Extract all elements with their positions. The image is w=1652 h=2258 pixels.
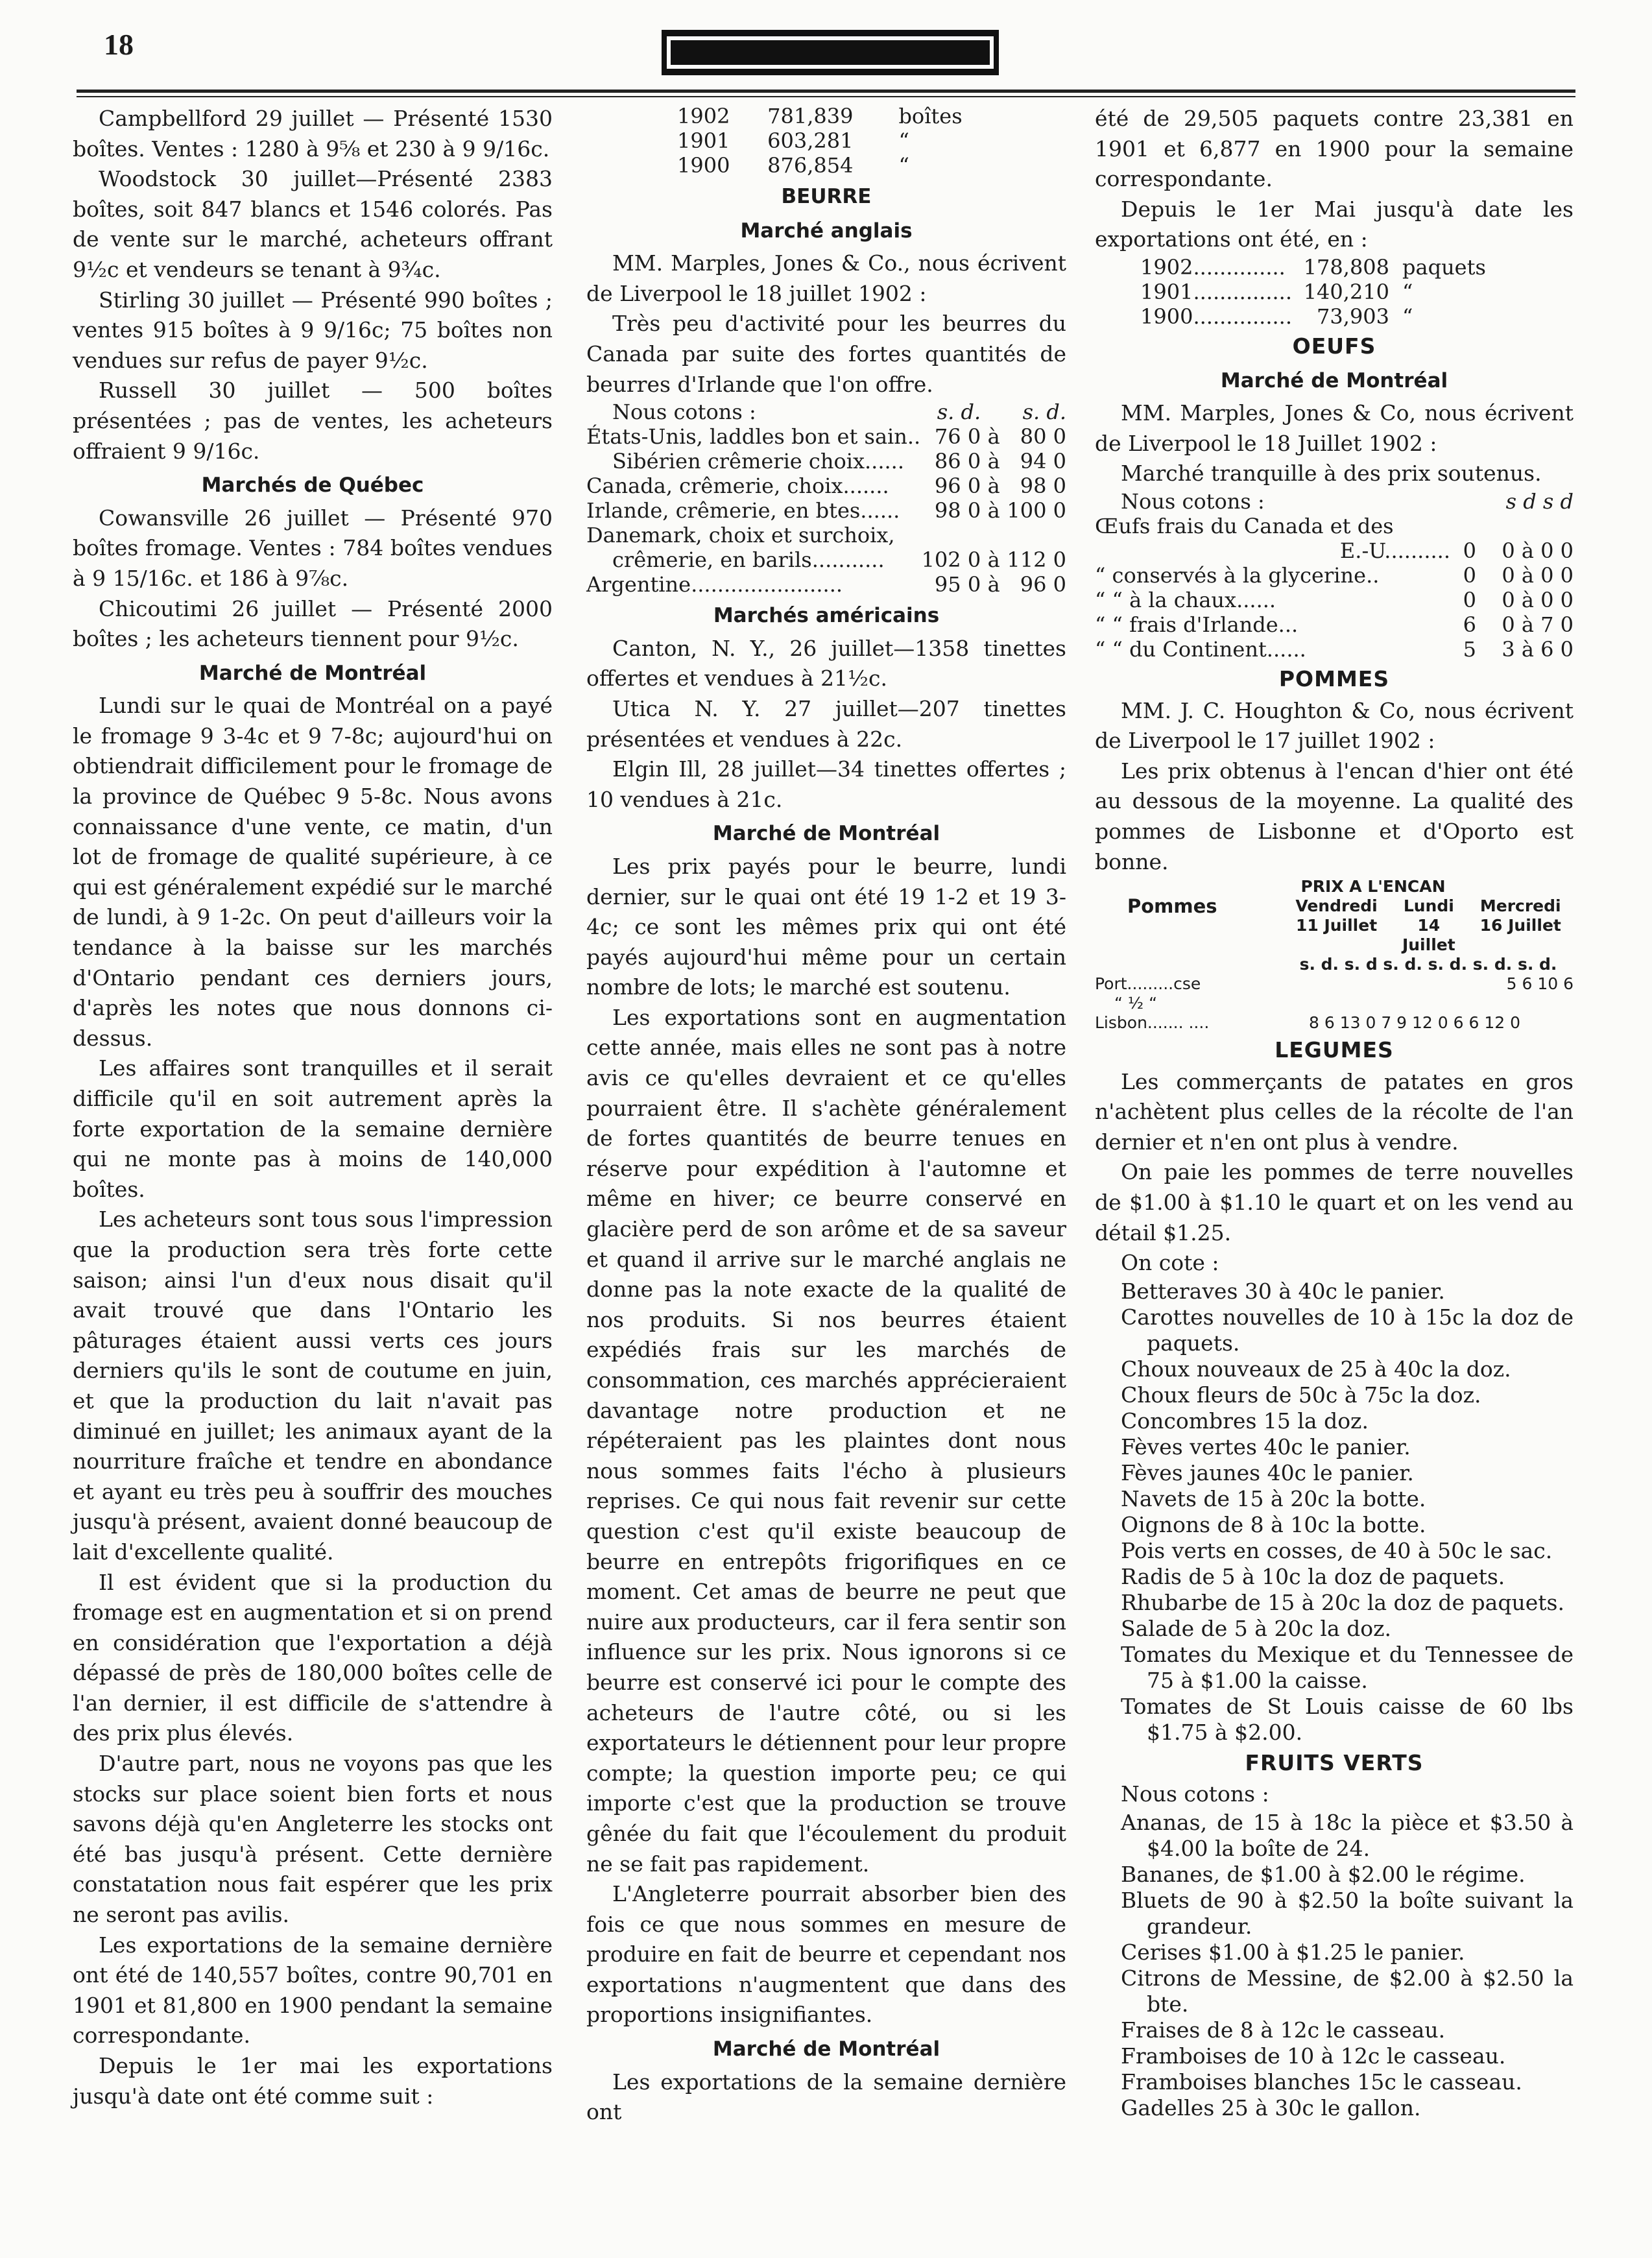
table-row <box>586 474 1066 498</box>
sep-cell: à <box>987 474 1000 499</box>
list-item: Framboises blanches 15c le casseau. <box>1121 2069 1522 2095</box>
paragraph: Cowansville 26 juillet — Présenté 970 boîtes fromage. Ventes : 784 boîtes vendues à 9 15/16c. et 186 à 9⅞c. <box>73 505 553 591</box>
paragraph: Les exportations de la semaine dernière ont <box>586 2069 1066 2125</box>
unit-cell: paquets <box>1402 254 1486 280</box>
section-heading: FRUITS VERTS <box>1245 1749 1424 1775</box>
page-number: 18 <box>104 28 134 61</box>
day-header: Mercredi 16 Juillet <box>1479 896 1561 935</box>
column-2 <box>586 104 1066 2128</box>
list-item: Cerises $1.00 à $1.25 le panier. <box>1121 1940 1465 1965</box>
paragraph: Les exportations de la semaine dernière ont été de 140,557 boîtes, contre 90,701 en 1901 et 81,800 en 1900 pendant la semaine correspondante. <box>73 1932 553 2048</box>
qty-cell: 178,808 <box>1303 254 1390 280</box>
paragraph: été de 29,505 paquets contre 23,381 en 1901 et 6,877 en 1900 pour la semaine correspondante. <box>1095 106 1574 192</box>
day-header: Vendredi 11 Juillet <box>1295 896 1378 935</box>
price-cell: 96 0 <box>1020 572 1066 597</box>
section-heading: Marchés de Québec <box>201 474 424 498</box>
price-cell: 0 à 0 0 <box>1502 562 1574 588</box>
paragraph: Les affaires sont tranquilles et il serait difficile qu'il en soit autrement après la forte exportation de la semaine dernière qui ne monte pas à moins de 140,000 boîtes. <box>73 1055 553 1202</box>
unit-cell: “ <box>898 128 909 153</box>
item-cell: “ “ frais d'Irlande... <box>1095 612 1299 637</box>
unit-cell: “ <box>898 153 909 178</box>
section-heading: BEURRE <box>781 185 872 208</box>
paragraph: Depuis le 1er mai les exportations jusqu'à date ont été comme suit : <box>73 2053 553 2109</box>
unit-cell: “ <box>1402 304 1413 329</box>
cheese-exports-table <box>677 104 963 178</box>
units-row: s. d. s. d s. d. s. d. s. d. s. d. <box>1299 955 1557 974</box>
table-row <box>586 572 1066 597</box>
table-row <box>1095 563 1574 588</box>
paragraph: MM. Marples, Jones & Co., nous écrivent de Liverpool le 18 juillet 1902 : <box>586 250 1066 306</box>
paragraph: On cote : <box>1121 1250 1219 1276</box>
table-row <box>1095 974 1574 994</box>
table-row <box>586 424 1066 449</box>
list-item: Fèves vertes 40c le panier. <box>1121 1434 1411 1459</box>
list-item: Framboises de 10 à 12c le casseau. <box>1121 2043 1506 2069</box>
cotons-label: Nous cotons : <box>612 400 756 425</box>
paragraph: Lundi sur le quai de Montréal on a payé le fromage 9 3-4c et 9 7-8c; aujourd'hui on obtiendrait difficilement pour le fromage de la province de Québec 9 5-8c. Nous avons connaissance d'une vente, ce matin, d'un lot de fromage de qualité supérieure, à ce qui est généralement expédié sur le marché de lundi, à 9 1-2c. On peut d'ailleurs voir la tendance à la baisse sur les marchés d'Ontario pendant ces derniers jours, d'après les notes que nous donnons ci-dessus. <box>73 693 553 1051</box>
sep-cell: à <box>987 424 1000 450</box>
table-row <box>1095 514 1574 538</box>
table-row <box>1140 255 1486 280</box>
price-cell: 3 à 6 0 <box>1502 636 1574 662</box>
list-item: Rhubarbe de 15 à 20c la doz de paquets. <box>1121 1589 1564 1615</box>
year-cell: 1902 <box>677 104 730 128</box>
vegetable-list <box>1095 1279 1574 1746</box>
qty-cell: 876,854 <box>767 153 854 178</box>
list-item: Pois verts en cosses, de 40 à 50c le sac. <box>1121 1537 1553 1563</box>
price-cell: 6 <box>1463 612 1476 637</box>
paragraph: Campbellford 29 juillet — Présenté 1530 boîtes. Ventes : 1280 à 9⅝ et 230 à 9 9/16c. <box>73 106 553 162</box>
paragraph: Chicoutimi 26 juillet — Présenté 2000 boîtes ; les acheteurs tiennent pour 9½c. <box>73 595 553 652</box>
table-row <box>1095 994 1574 1013</box>
list-item: Tomates de St Louis caisse de 60 lbs $1.75 à $2.00. <box>1121 1693 1574 1745</box>
item-cell: “ ½ “ <box>1114 994 1158 1013</box>
price-cell: 0 à 7 0 <box>1502 612 1574 637</box>
paragraph: D'autre part, nous ne voyons pas que les stocks sur place soient bien forts et nous savons déjà qu'en Angleterre les stocks ont été bas jusqu'à présent. Cette dernière constatation nous fait espérer que les prix ne seront pas avilis. <box>73 1751 553 1928</box>
paragraph: Marché tranquille à des prix soutenus. <box>1121 461 1542 486</box>
price-cell: 98 0 <box>1020 474 1066 499</box>
paragraph: Woodstock 30 juillet—Présenté 2383 boîtes, soit 847 blancs et 1546 colorés. Pas de vente sur le marché, acheteurs offrant 9½c et vendeurs se tenant à 9¾c. <box>73 166 553 282</box>
table-header-row <box>586 400 1066 424</box>
paragraph: On paie les pommes de terre nouvelles de $1.00 à $1.10 le quart et on les vend au détail $1.25. <box>1095 1159 1574 1245</box>
qty-cell: 781,839 <box>767 104 854 128</box>
item-cell: Irlande, crêmerie, en btes...... <box>586 498 900 523</box>
list-item: Bluets de 90 à $2.50 la boîte suivant la grandeur. <box>1121 1888 1574 1940</box>
table-row <box>677 128 963 153</box>
list-item: Carottes nouvelles de 10 à 15c la doz de paquets. <box>1121 1304 1574 1356</box>
sep-cell: à <box>987 547 1000 573</box>
item-cell: Canada, crêmerie, choix....... <box>586 474 889 499</box>
section-heading: Marché de Montréal <box>198 661 427 685</box>
list-item: Citrons de Messine, de $2.00 à $2.50 la bte. <box>1121 1965 1574 2017</box>
apple-label: Pommes <box>1127 895 1217 918</box>
year-cell: 1900............... <box>1140 304 1293 329</box>
paragraph: Très peu d'activité pour les beurres du Canada par suite des fortes quantités de beurres d'Irlande que l'on offre. <box>586 311 1066 397</box>
paragraph: Il est évident que si la production du fromage est en augmentation et si on prend en considération que l'exportation a déjà dépassé de près de 180,000 boîtes celle de l'an dernier, il est difficile de s'attendre à des prix plus élevés. <box>73 1569 553 1746</box>
header-rule-thin <box>77 96 1575 97</box>
price-cell: 80 0 <box>1020 424 1066 450</box>
list-item: Fèves jaunes 40c le panier. <box>1121 1459 1414 1485</box>
item-cell: “ “ à la chaux...... <box>1095 587 1276 612</box>
item-cell: “ “ du Continent...... <box>1095 636 1306 662</box>
list-item: Oignons de 8 à 10c la botte. <box>1121 1511 1426 1537</box>
item-cell: crêmerie, en barils........... <box>612 547 885 573</box>
table-row <box>586 523 1066 547</box>
price-cell: 0 à 0 0 <box>1502 587 1574 612</box>
section-heading: Marché de Montréal <box>1220 368 1448 392</box>
section-heading: Marché anglais <box>740 219 913 243</box>
item-cell: Sibérien crêmerie choix...... <box>612 449 905 474</box>
list-item: Bananes, de $1.00 à $2.00 le régime. <box>1121 1862 1526 1888</box>
list-item: Radis de 5 à 10c la doz de paquets. <box>1121 1563 1505 1589</box>
item-cell: Œufs frais du Canada et des <box>1095 513 1394 538</box>
price-cell: 0 <box>1463 587 1476 612</box>
masthead-logo <box>662 21 999 80</box>
paragraph: Les acheteurs sont tous sous l'impression que la production sera très forte cette saison; ainsi l'un d'eux nous disait qu'il avait trouvé que dans l'Ontario les pâturages étaient aussi verts ces jours derniers qu'ils le sont de coutume en juin, et que la production du lait n'avait pas diminué en juillet; les animaux ayant de la nourriture fraîche et tendre en abondance et ayant eu très peu à souffrir des mouches jusqu'à présent, avaient donné beaucoup de lait d'excellente qualité. <box>73 1207 553 1565</box>
table-row <box>1140 280 1486 304</box>
table-header-row <box>1095 489 1574 514</box>
paragraph: Les prix payés pour le beurre, lundi dernier, sur le quai ont été 19 1-2 et 19 3-4c; ce sont les mêmes prix qui ont été payés aujourd'hui même pour un certain nombre de lots; le marché est soutenu. <box>586 853 1066 1000</box>
paragraph: Depuis le 1er Mai jusqu'à date les exportations ont été, en : <box>1095 196 1574 252</box>
price-cell: 96 0 <box>934 474 981 499</box>
price-cell <box>1283 994 1574 1013</box>
table-row <box>677 153 963 178</box>
paragraph: Elgin Ill, 28 juillet—34 tinettes offertes ; 10 vendues à 21c. <box>586 756 1066 812</box>
price-cell: 0 <box>1463 562 1476 588</box>
table-row <box>1095 588 1574 612</box>
section-heading: Marchés américains <box>713 604 940 628</box>
paragraph: MM. Marples, Jones & Co, nous écrivent de Liverpool le 18 Juillet 1902 : <box>1095 400 1574 456</box>
price-cell: 94 0 <box>1020 449 1066 474</box>
price-cell: 98 0 <box>934 498 981 523</box>
item-cell: Danemark, choix et surchoix, <box>586 523 895 548</box>
price-cell: 76 0 <box>934 424 981 450</box>
butter-prices-table <box>586 400 1066 597</box>
paragraph: Russell 30 juillet — 500 boîtes présentées ; pas de ventes, les acheteurs offraient 9 9/16c. <box>73 378 553 464</box>
table-row <box>1140 304 1486 329</box>
list-item: Ananas, de 15 à 18c la pièce et $3.50 à $4.00 la boîte de 24. <box>1121 1810 1574 1862</box>
price-cell: 0 à 0 0 <box>1502 538 1574 563</box>
table-header-row <box>1095 896 1574 955</box>
apple-prices-table <box>1095 896 1574 1033</box>
butter-exports-table <box>1140 255 1486 329</box>
sep-cell: à <box>987 572 1000 597</box>
table-row <box>1095 637 1574 662</box>
list-item: Tomates du Mexique et du Tennessee de 75 à $1.00 la caisse. <box>1121 1641 1574 1693</box>
price-cell: 0 <box>1463 538 1476 563</box>
year-cell: 1902.............. <box>1140 254 1286 280</box>
price-cell: 112 0 <box>1007 547 1066 573</box>
price-cell: 102 0 <box>921 547 981 573</box>
table-row <box>586 547 1066 572</box>
list-item: Salade de 5 à 20c la doz. <box>1121 1615 1391 1641</box>
col-header: s d s d <box>1505 488 1574 514</box>
table-row <box>1095 612 1574 637</box>
section-heading: POMMES <box>1278 666 1390 691</box>
year-cell: 1900 <box>677 153 730 178</box>
paragraph: Canton, N. Y., 26 juillet—1358 tinettes offertes et vendues à 21½c. <box>586 635 1066 691</box>
header-rule-thick <box>77 90 1575 93</box>
qty-cell: 140,210 <box>1303 279 1390 304</box>
column-1 <box>73 104 553 2111</box>
year-cell: 1901............... <box>1140 279 1293 304</box>
paragraph: Les prix obtenus à l'encan d'hier ont été au dessous de la moyenne. La qualité des pommes de Lisbonne et d'Oporto est bonne. <box>1095 758 1574 874</box>
year-cell: 1901 <box>677 128 730 153</box>
item-cell: Port.........cse <box>1095 974 1201 994</box>
col-header: s. d. <box>937 400 981 425</box>
column-3 <box>1095 104 1574 2121</box>
sep-cell: à <box>987 449 1000 474</box>
qty-cell: 603,281 <box>767 128 854 153</box>
table-row <box>1095 955 1574 974</box>
section-heading: Marché de Montréal <box>712 822 940 846</box>
paragraph: L'Angleterre pourrait absorber bien des fois ce que nous sommes en mesure de produire en fait de beurre et cependant nos exportations n'augmentent que dans des proportions insignifiantes. <box>586 1881 1066 2028</box>
paragraph: Les commerçants de patates en gros n'achètent plus celles de la récolte de l'an dernier et n'en ont plus à vendre. <box>1095 1068 1574 1155</box>
day-header: Lundi 14 Juillet <box>1402 896 1455 955</box>
qty-cell: 73,903 <box>1317 304 1390 329</box>
table-row <box>586 449 1066 474</box>
list-item: Concombres 15 la doz. <box>1121 1408 1369 1434</box>
price-cell: 86 0 <box>934 449 981 474</box>
section-heading: Marché de Montréal <box>712 2037 940 2061</box>
price-cell: 100 0 <box>1007 498 1066 523</box>
col-header: s. d. <box>1022 400 1066 425</box>
table-row <box>1095 538 1574 563</box>
egg-prices-table <box>1095 489 1574 662</box>
price-cell: 5 6 10 6 <box>1506 974 1574 994</box>
item-cell: Lisbon....... .... <box>1095 1013 1210 1033</box>
fruit-list <box>1095 1810 1574 2121</box>
item-cell: “ conservés à la glycerine.. <box>1095 562 1380 588</box>
sep-cell: à <box>987 498 1000 523</box>
list-item: Fraises de 8 à 12c le casseau. <box>1121 2017 1446 2043</box>
paragraph: Nous cotons : <box>1121 1781 1269 1807</box>
apple-table-title: PRIX A L'ENCAN <box>1300 877 1446 896</box>
paragraph: Stirling 30 juillet — Présenté 990 boîtes ; ventes 915 boîtes à 9 9/16c; 75 boîtes non vendues sur refus de payer 9½c. <box>73 287 553 373</box>
paragraph: Les exportations sont en augmentation cette année, mais elles ne sont pas à notre avis ce qu'elles devraient et ce qu'elles pourraient être. Il s'achète généralement de fortes quantités de beurre tenues en réserve pour expédition à l'automne et même en hiver; ce beurre conservé en glacière perd de son arôme et de sa saveur et quand il arrive sur le marché anglais ne donne pas la note exacte de la qualité de nos produits. Si nos beurres étaient expédiés frais sur les marchés de consommation, ces marchés apprécieraient davantage notre production et ne répéteraient pas les plaintes dont nous nous sommes faits l'écho à plusieurs reprises. Ce qui nous fait revenir sur cette question c'est qu'il existe beaucoup de beurre en entrepôts frigorifiques en ce moment. Cet amas de beurre ne peut que nuire aux producteurs, car il fera sentir son influence sur les prix. Nous ignorons si ce beurre est conservé ici pour le compte des acheteurs de l'autre côté, ou si les exportateurs le détiennent pour leur propre compte; la question importe peu; ce qui importe c'est que la production se trouve gênée du fait que l'écoulement du produit ne se fait pas rapidement. <box>586 1004 1066 1877</box>
paragraph: Utica N. Y. 27 juillet—207 tinettes présentées et vendues à 22c. <box>586 695 1066 752</box>
section-heading: LEGUMES <box>1275 1037 1394 1063</box>
section-heading: OEUFS <box>1292 333 1376 359</box>
list-item: Gadelles 25 à 30c le gallon. <box>1121 2095 1421 2121</box>
unit-cell: “ <box>1402 279 1413 304</box>
price-cell: 95 0 <box>934 572 981 597</box>
unit-cell: boîtes <box>898 104 963 128</box>
list-item: Choux fleurs de 50c à 75c la doz. <box>1121 1382 1481 1408</box>
item-cell: États-Unis, laddles bon et sain.. <box>586 424 921 450</box>
list-item: Betteraves 30 à 40c le panier. <box>1121 1278 1445 1304</box>
price-cell: 5 <box>1463 636 1476 662</box>
cotons-label: Nous cotons : <box>1121 488 1265 514</box>
list-item: Navets de 15 à 20c la botte. <box>1121 1485 1426 1511</box>
item-cell: Argentine....................... <box>586 572 843 597</box>
price-cell: 8 6 13 0 7 9 12 0 6 6 12 0 <box>1309 1013 1521 1033</box>
table-row <box>586 498 1066 523</box>
paragraph: MM. J. C. Houghton & Co, nous écrivent de Liverpool le 17 juillet 1902 : <box>1095 697 1574 754</box>
table-row <box>677 104 963 128</box>
item-cell: E.-U.......... <box>1339 538 1450 563</box>
table-row <box>1095 1013 1574 1033</box>
list-item: Choux nouveaux de 25 à 40c la doz. <box>1121 1356 1511 1382</box>
